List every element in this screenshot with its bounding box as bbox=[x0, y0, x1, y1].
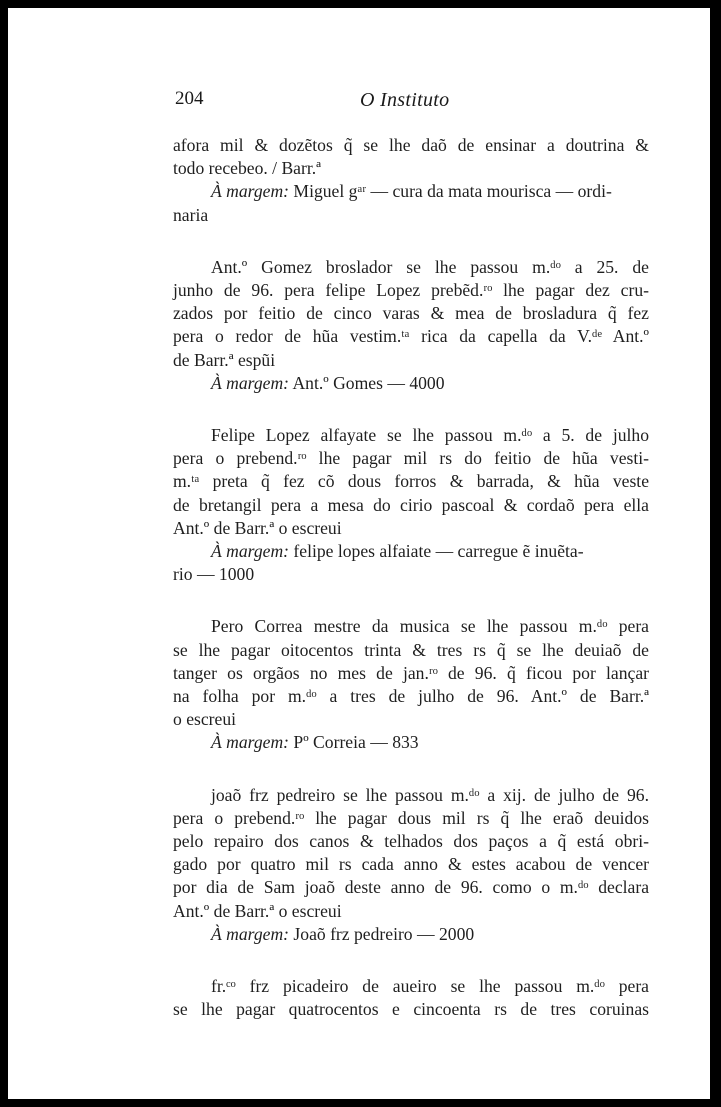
margin-note bbox=[173, 540, 649, 563]
text-line: joaõ frz pedreiro se lhe passou m.ᵈᵒ a xij. de julho de 96. bbox=[211, 784, 649, 805]
text-line: Felipe Lopez alfayate se lhe passou m.ᵈᵒ a 5. de julho bbox=[211, 425, 649, 446]
text-line: Pero Correa mestre da musica se lhe passou m.ᵈᵒ pera bbox=[211, 616, 649, 637]
margin-note-continuation: naria bbox=[173, 204, 209, 225]
margin-label: À margem: bbox=[211, 732, 290, 753]
margin-label: À margem: bbox=[211, 181, 290, 202]
margin-label: À margem: bbox=[211, 372, 290, 393]
margin-label: À margem: bbox=[211, 541, 290, 562]
text-line: zados por feitio de cinco varas & mea de brosladura q̃ fez bbox=[173, 303, 649, 324]
text-line: tanger os orgãos no mes de jan.ʳᵒ de 96. q̃ ficou por lançar bbox=[173, 662, 649, 683]
text-line: Ant.º Gomez broslador se lhe passou m.ᵈᵒ a 25. de bbox=[211, 256, 649, 277]
text-line: o escreui bbox=[173, 709, 237, 730]
margin-note bbox=[173, 731, 649, 754]
text-line: pera o prebend.ʳᵒ lhe pagar dous mil rs q̃ lhe eraõ deuidos bbox=[173, 807, 649, 828]
text-line: pelo repairo dos canos & telhados dos paços a q̃ está obri- bbox=[173, 831, 649, 852]
entry-5 bbox=[173, 784, 649, 946]
text-line: de Barr.ª espũi bbox=[173, 349, 276, 370]
margin-text: Ant.º Gomes — 4000 bbox=[292, 372, 445, 393]
margin-note bbox=[173, 923, 649, 946]
text-line: de bretangil pera a mesa do cirio pascoal & cordaõ pera ella bbox=[173, 494, 649, 515]
entry-1 bbox=[173, 134, 649, 227]
text-line: junho de 96. pera felipe Lopez prebẽd.ʳᵒ lhe pagar dez cru- bbox=[173, 280, 649, 301]
text-line: todo recebeo. / Barr.ª bbox=[173, 158, 321, 179]
body-text bbox=[173, 134, 649, 1051]
book-page bbox=[8, 8, 710, 1099]
text-line: Ant.º de Barr.ª o escreui bbox=[173, 900, 342, 921]
text-line: m.ᵗᵃ preta q̃ fez cõ dous forros & barrada, & hũa veste bbox=[173, 471, 649, 492]
margin-text: Pº Correia — 833 bbox=[293, 732, 419, 753]
running-head bbox=[8, 88, 710, 118]
text-line: pera o redor de hũa vestim.ᵗᵃ rica da capella da V.ᵈᵉ Ant.º bbox=[173, 326, 649, 347]
margin-note bbox=[173, 372, 649, 395]
text-line: na folha por m.ᵈᵒ a tres de julho de 96. Ant.º de Barr.ª bbox=[173, 686, 649, 707]
margin-note bbox=[173, 180, 649, 203]
text-line: por dia de Sam joaõ deste anno de 96. como o m.ᵈᵒ declara bbox=[173, 877, 649, 898]
text-line: se lhe pagar oitocentos trinta & tres rs q̃ se lhe deuiaõ de bbox=[173, 639, 649, 660]
margin-label: À margem: bbox=[211, 923, 290, 944]
page-number: 204 bbox=[175, 88, 204, 109]
entry-3 bbox=[173, 424, 649, 586]
entry-2 bbox=[173, 256, 649, 395]
running-title: O Instituto bbox=[360, 89, 450, 111]
text-line: se lhe pagar quatrocentos e cincoenta rs de tres coruinas bbox=[173, 999, 649, 1020]
text-line: gado por quatro mil rs cada anno & estes acabou de vencer bbox=[173, 854, 649, 875]
text-line: pera o prebend.ʳᵒ lhe pagar mil rs do feitio de hũa vesti- bbox=[173, 448, 649, 469]
text-line: fr.ᶜᵒ frz picadeiro de aueiro se lhe passou m.ᵈᵒ pera bbox=[211, 976, 649, 997]
margin-text: felipe lopes alfaiate — carregue ẽ inuẽta- bbox=[293, 541, 584, 562]
entry-6 bbox=[173, 975, 649, 1021]
margin-text: Miguel gᵃʳ — cura da mata mourisca — ordi- bbox=[293, 181, 612, 202]
text-line: Ant.º de Barr.ª o escreui bbox=[173, 517, 342, 538]
margin-text: Joaõ frz pedreiro — 2000 bbox=[293, 923, 475, 944]
text-line: afora mil & dozẽtos q̃ se lhe daõ de ensinar a doutrina & bbox=[173, 135, 649, 155]
margin-note-continuation: rio — 1000 bbox=[173, 564, 255, 585]
entry-4 bbox=[173, 615, 649, 754]
